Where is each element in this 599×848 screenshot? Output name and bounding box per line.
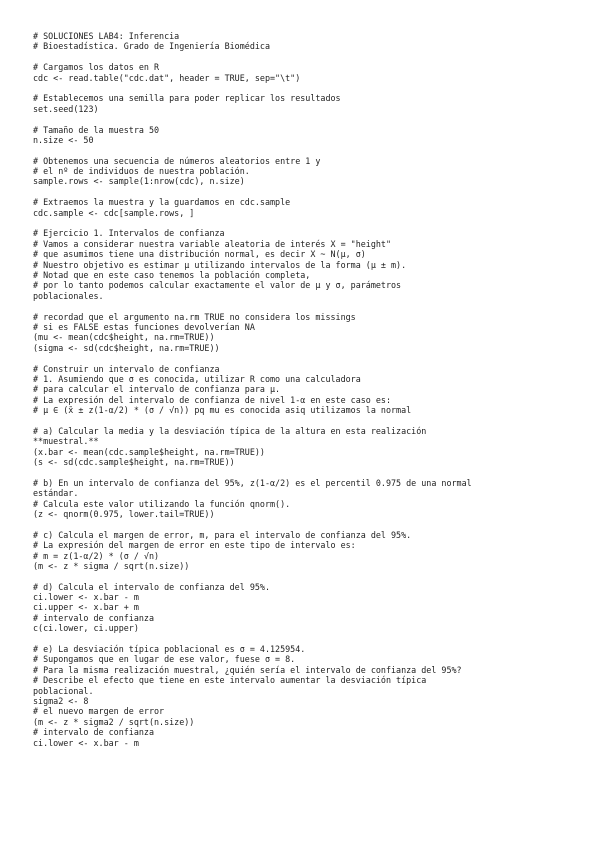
blank-line [33,52,578,62]
code-line: ci.lower <- x.bar - m [33,737,139,748]
comment-line: # Calcula este valor utilizando la función qnorm(). [33,498,291,509]
comment-line: # por lo tanto podemos calcular exactamente el valor de μ y σ, parámetros [33,280,402,291]
code-line: sample.rows <- sample(1:nrow(cdc), n.size) [33,176,245,187]
code-listing [33,31,578,748]
code-line: sigma2 <- 8 [33,696,89,706]
code-line: (m <- z * sigma2 / sqrt(n.size)) [33,716,195,727]
comment-line: # Notad que en este caso tenemos la población completa, [33,269,311,280]
comment-line: # el nuevo margen de error [33,706,165,717]
comment-line: # Bioestadística. Grado de Ingeniería Biomédica [33,41,270,52]
blank-line [33,145,578,155]
comment-line: # Construir un intervalo de confianza [33,363,220,374]
code-line: set.seed(123) [33,103,99,114]
comment-line: # Extraemos la muestra y la guardamos en cdc.sample [33,197,291,208]
comment-line: # La expresión del intervalo de confianza de nivel 1-α en este caso es: [33,394,391,405]
comment-line: # Tamaño de la muestra 50 [33,124,160,135]
code-line: poblacional. [33,685,94,696]
comment-line: # que asumimos tiene una distribución normal, es decir X ~ N(μ, σ) [33,249,366,260]
code-line: estándar. [33,488,79,499]
comment-line: # si es FALSE estas funciones devolverían NA [33,321,255,332]
comment-line: # La expresión del margen de error en este tipo de intervalo es: [33,540,356,551]
comment-line: # para calcular el intervalo de confianza para μ. [33,384,281,395]
comment-line: # Para la misma realización muestral, ¿quién sería el intervalo de confianza del 95%? [33,664,462,675]
comment-line: # e) La desviación típica poblacional es σ = 4.125954. [33,644,306,655]
comment-line: # el nº de individuos de nuestra población. [33,166,250,177]
code-line: ci.upper <- x.bar + m [33,602,139,613]
comment-line: # Ejercicio 1. Intervalos de confianza [33,228,225,239]
code-line: cdc.sample <- cdc[sample.rows, ] [33,207,195,218]
comment-line: # m = z(1-α/2) * (σ / √n) [33,550,160,561]
code-line: cdc <- read.table("cdc.dat", header = TRUE, sep="\t") [33,72,301,83]
code-line: (sigma <- sd(cdc$height, na.rm=TRUE)) [33,342,220,353]
blank-line [33,519,578,529]
comment-line: # Obtenemos una secuencia de números aleatorios entre 1 y [33,155,321,166]
comment-line: # Cargamos los datos en R [33,62,160,73]
code-line: ci.lower <- x.bar - m [33,592,139,603]
blank-line [33,218,578,228]
comment-line: # 1. Asumiendo que σ es conocida, utilizar R como una calculadora [33,373,361,384]
comment-line: # Nuestro objetivo es estimar μ utilizando intervalos de la forma (μ ± m). [33,259,407,270]
code-line: (m <- z * sigma / sqrt(n.size)) [33,560,190,571]
code-line: poblacionales. [33,290,104,301]
comment-line: # intervalo de confianza [33,612,155,623]
code-line: n.size <- 50 [33,134,94,145]
comment-line: # μ ∈ (x̄ ± z(1-α/2) * (σ / √n)) pq mu es conocida asiq utilizamos la normal [33,405,412,416]
code-line: c(ci.lower, ci.upper) [33,623,139,634]
comment-line: # b) En un intervalo de confianza del 95%, z(1-α/2) es el percentil 0.975 de una normal [33,477,472,488]
comment-line: # intervalo de confianza [33,727,155,738]
code-line: (x.bar <- mean(cdc.sample$height, na.rm=TRUE)) [33,446,265,457]
blank-line [33,114,578,124]
comment-line: # Vamos a considerar nuestra variable aleatoria de interés X = "height" [33,238,391,249]
comment-line: # recordad que el argumento na.rm TRUE no considera los missings [33,311,356,322]
comment-line: # SOLUCIONES LAB4: Inferencia [33,31,180,41]
blank-line [33,634,578,644]
comment-line: # d) Calcula el intervalo de confianza del 95%. [33,581,270,592]
comment-line: # a) Calcular la media y la desviación típica de la altura en esta realización [33,425,427,436]
comment-line: # Supongamos que en lugar de ese valor, fuese σ = 8. [33,654,296,665]
comment-line: # Establecemos una semilla para poder replicar los resultados [33,93,341,104]
blank-line [33,571,578,581]
code-line: (s <- sd(cdc.sample$height, na.rm=TRUE)) [33,457,235,468]
comment-line: # Describe el efecto que tiene en este intervalo aumentar la desviación típica [33,675,427,686]
blank-line [33,187,578,197]
code-line: (mu <- mean(cdc$height, na.rm=TRUE)) [33,332,215,343]
code-line: (z <- qnorm(0.975, lower.tail=TRUE)) [33,508,215,519]
code-line: **muestral.** [33,436,99,447]
blank-line [33,467,578,477]
blank-line [33,353,578,363]
blank-line [33,415,578,425]
blank-line [33,301,578,311]
blank-line [33,83,578,93]
comment-line: # c) Calcula el margen de error, m, para el intervalo de confianza del 95%. [33,529,412,540]
